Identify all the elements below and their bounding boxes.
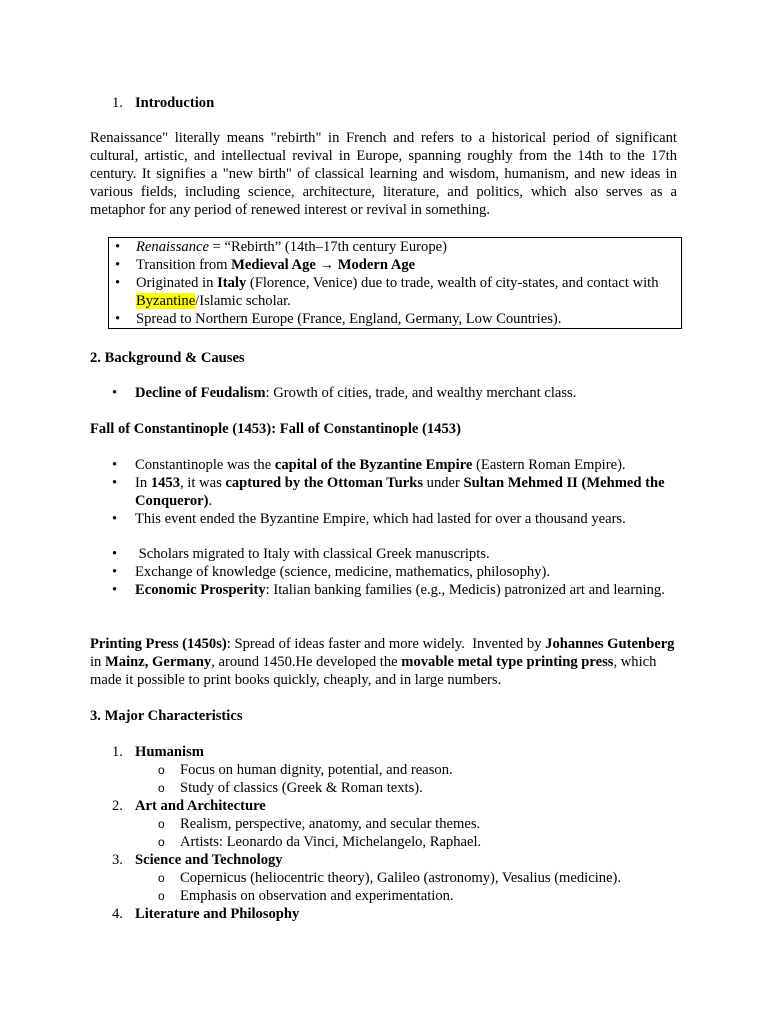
highlighted-text: Byzantine	[136, 293, 196, 309]
heading-text: Introduction	[135, 95, 215, 111]
sub-list-item: o Emphasis on observation and experimentation.	[158, 888, 454, 904]
section-heading-characteristics: 3. Major Characteristics	[90, 708, 243, 724]
printing-press-paragraph: Printing Press (1450s): Spread of ideas faster and more widely. Invented by Johannes Gutenberg in Mainz, Germany, around 1450.He developed the movable metal type printing press, which made it possible to print books quickly, cheaply, and in large numbers.	[90, 636, 679, 688]
list-item: • Constantinople was the capital of the Byzantine Empire (Eastern Roman Empire).	[112, 457, 626, 473]
section-heading-introduction	[90, 94, 677, 112]
list-item: • Economic Prosperity: Italian banking families (e.g., Medicis) patronized art and learning.	[112, 582, 665, 598]
sub-list-item: o Artists: Leonardo da Vinci, Michelangelo, Raphael.	[158, 834, 482, 850]
sub-list-item: o Copernicus (heliocentric theory), Galileo (astronomy), Vesalius (medicine).	[158, 870, 622, 886]
list-item: 4. Literature and Philosophy	[112, 906, 300, 922]
list-item: 3. Science and Technology	[112, 852, 283, 868]
list-item: • Originated in Italy (Florence, Venice) due to trade, wealth of city-states, and contact with Byzantine/Islamic scholar.	[115, 275, 659, 309]
list-item: • In 1453, it was captured by the Ottoman Turks under Sultan Mehmed II (Mehmed the Conqueror).	[112, 475, 665, 509]
heading-number: 1.	[112, 95, 123, 111]
sub-list-item: o Study of classics (Greek & Roman texts).	[158, 780, 423, 796]
intro-paragraph: Renaissance" literally means "rebirth" in French and refers to a historical period of significant cultural, artistic, and intellectual revival in Europe, spanning roughly from the 14th to the 17th century. It signifies a "new birth" of classical learning and wisdom, humanism, and new ideas in various fields, including science, architecture, literature, and politics, which also serves as a metaphor for any period of renewed interest or revival in something.	[90, 130, 677, 218]
list-item: • Transition from Medieval Age → Modern Age	[115, 257, 416, 273]
summary-box	[108, 237, 682, 329]
sub-list-item: o Realism, perspective, anatomy, and secular themes.	[158, 816, 481, 832]
list-item: • Renaissance = “Rebirth” (14th–17th century Europe)	[115, 239, 447, 255]
sub-list-item: o Focus on human dignity, potential, and reason.	[158, 762, 453, 778]
list-item: • This event ended the Byzantine Empire, which had lasted for over a thousand years.	[112, 511, 626, 527]
scholars-list	[90, 545, 677, 599]
characteristics-list	[90, 743, 677, 923]
list-item: • Decline of Feudalism: Growth of cities, trade, and wealthy merchant class.	[112, 385, 577, 401]
list-item: • Spread to Northern Europe (France, England, Germany, Low Countries).	[115, 311, 562, 327]
feudalism-list	[90, 384, 677, 402]
list-item: 1. Humanism	[112, 744, 204, 760]
constantinople-list	[90, 456, 677, 528]
constantinople-heading: Fall of Constantinople (1453): Fall of Constantinople (1453)	[90, 421, 461, 437]
section-heading-background: 2. Background & Causes	[90, 350, 245, 366]
list-item: • Scholars migrated to Italy with classical Greek manuscripts.	[112, 546, 490, 562]
list-item: 2. Art and Architecture	[112, 798, 266, 814]
list-item: • Exchange of knowledge (science, medicine, mathematics, philosophy).	[112, 564, 550, 580]
